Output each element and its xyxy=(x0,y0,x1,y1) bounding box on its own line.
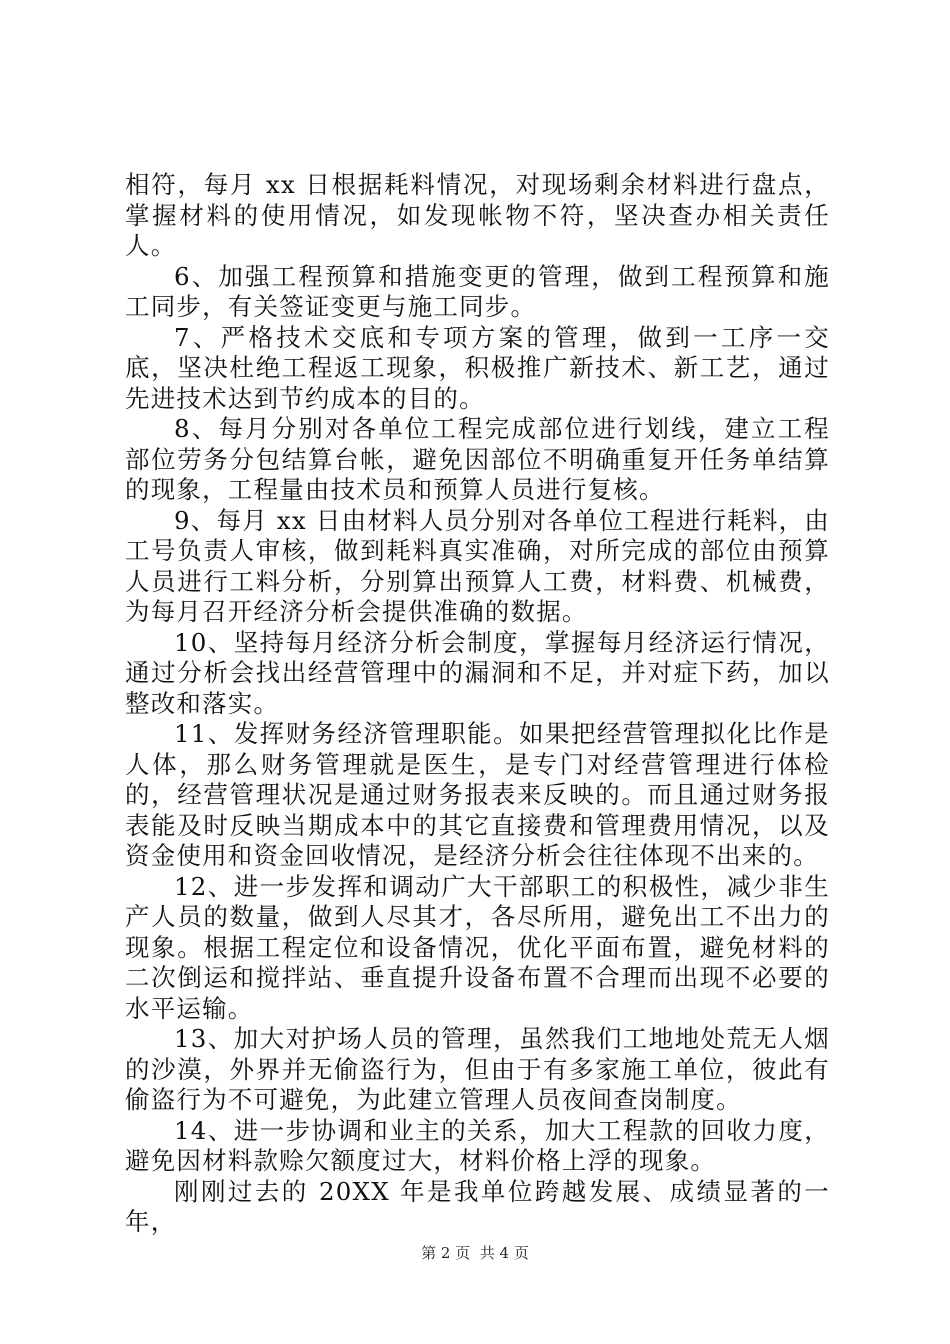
paragraph-summary-start: 刚刚过去的 20XX 年是我单位跨越发展、成绩显著的一年， xyxy=(125,1176,830,1236)
body-text xyxy=(125,170,830,1238)
paragraph-item-13: 13、加大对护场人员的管理，虽然我们工地地处荒无人烟的沙漠，外界并无偷盗行为，但由于有多家施工单位，彼此有偷盗行为不可避免，为此建立管理人员夜间查岗制度。 xyxy=(125,1024,830,1114)
paragraph-item-10: 10、坚持每月经济分析会制度，掌握每月经济运行情况，通过分析会找出经营管理中的漏洞和不足，并对症下药，加以整改和落实。 xyxy=(125,627,830,718)
page-number-label: 第 2 页 共 4 页 xyxy=(421,1244,529,1262)
paragraph-item-11: 11、发挥财务经济管理职能。如果把经营管理拟化比作是人体，那么财务管理就是医生，是专门对经营管理进行体检的，经营管理状况是通过财务报表来反映的。而且通过财务报表能及时反映当期成本中的其它直接费和管理费用情况，以及资金使用和资金回收情况，是经济分析会往往体现不出来的。 xyxy=(125,719,830,870)
paragraph-item-7: 7、严格技术交底和专项方案的管理，做到一工序一交底，坚决杜绝工程返工现象，积极推广新技术、新工艺，通过先进技术达到节约成本的目的。 xyxy=(125,322,830,413)
page-footer xyxy=(0,1242,950,1263)
paragraph-item-6: 6、加强工程预算和措施变更的管理，做到工程预算和施工同步，有关签证变更与施工同步。 xyxy=(125,261,830,321)
paragraph-item-9: 9、每月 xx 日由材料人员分别对各单位工程进行耗料，由工号负责人审核，做到耗料真实准确，对所完成的部位由预算人员进行工料分析，分别算出预算人工费，材料费、机械费，为每月召开经济分析会提供准确的数据。 xyxy=(125,505,830,626)
paragraph-item-8: 8、每月分别对各单位工程完成部位进行划线，建立工程部位劳务分包结算台帐，避免因部位不明确重复开任务单结算的现象，工程量由技术员和预算人员进行复核。 xyxy=(125,414,830,504)
paragraph-item-12: 12、进一步发挥和调动广大干部职工的积极性，减少非生产人员的数量，做到人尽其才，各尽所用，避免出工不出力的现象。根据工程定位和设备情况，优化平面布置，避免材料的二次倒运和搅拌站、垂直提升设备布置不合理而出现不必要的水平运输。 xyxy=(125,871,830,1023)
paragraph-continuation: 相符，每月 xx 日根据耗料情况，对现场剩余材料进行盘点，掌握材料的使用情况，如发现帐物不符，坚决查办相关责任人。 xyxy=(125,170,830,260)
paragraph-item-14: 14、进一步协调和业主的关系，加大工程款的回收力度，避免因材料款赊欠额度过大，材料价格上浮的现象。 xyxy=(125,1115,830,1175)
